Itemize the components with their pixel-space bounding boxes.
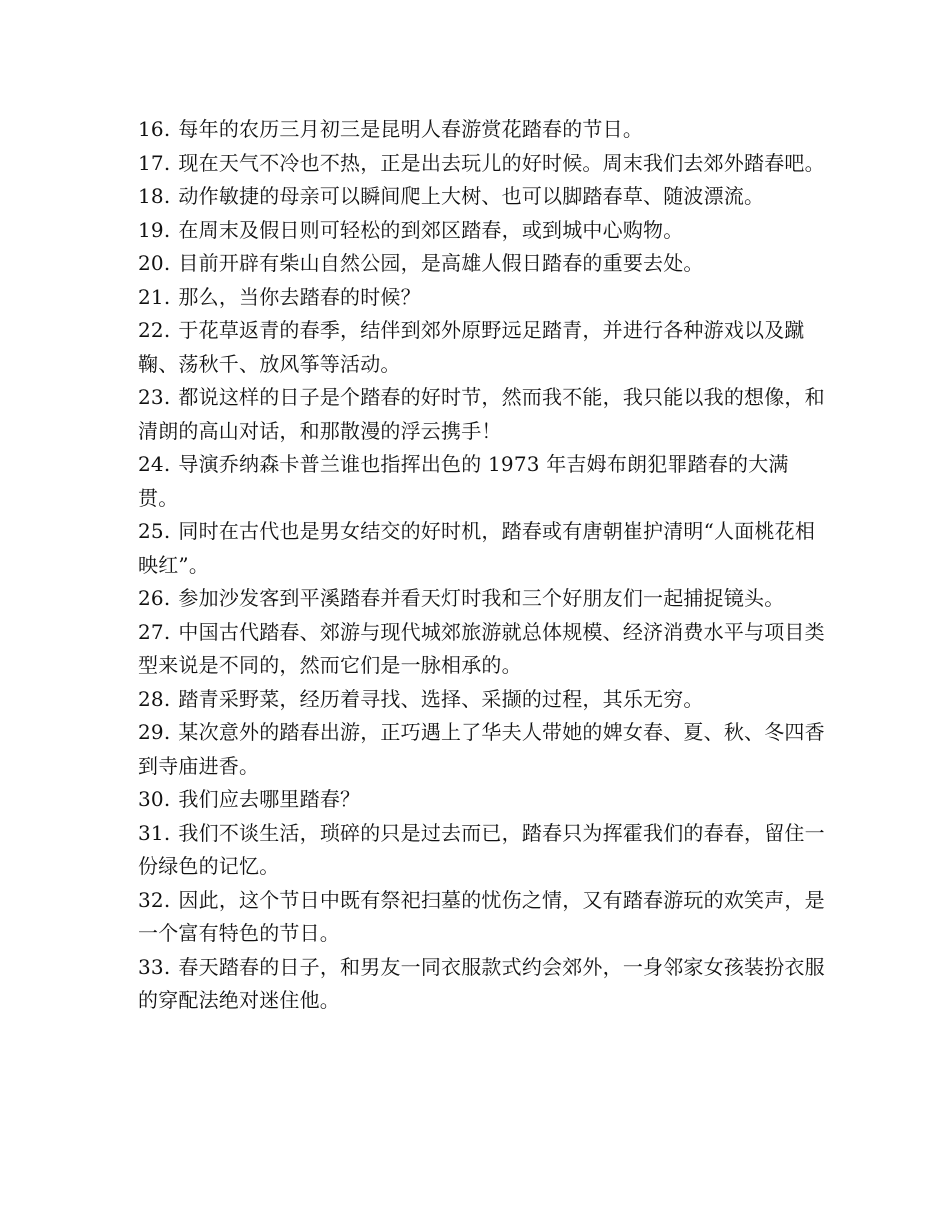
- item-number: 21.: [138, 284, 171, 309]
- item-number: 25.: [138, 519, 171, 543]
- list-item: [138, 951, 828, 1018]
- list-item: [138, 683, 828, 717]
- item-number: 17.: [138, 150, 171, 175]
- item-text: 都说这样的日子是个踏春的好时节，然而我不能，我只能以我的想像，和清朗的高山对话，和那散漫的浮云携手！: [138, 385, 825, 443]
- item-number: 26.: [138, 586, 171, 610]
- item-text: 同时在古代也是男女结交的好时机，踏春或有唐朝崔护清明“人面桃花相映红”。: [138, 519, 816, 577]
- item-text: 每年的农历三月初三是昆明人春游赏花踏春的节日。: [178, 117, 644, 141]
- item-text: 中国古代踏春、郊游与现代城郊旅游就总体规模、经济消费水平与项目类型来说是不同的，然而它们是一脉相承的。: [138, 619, 825, 677]
- item-number: 18.: [138, 184, 171, 208]
- list-item: [138, 783, 828, 817]
- list-item: [138, 515, 828, 582]
- item-text: 在周末及假日则可轻松的到郊区踏春，或到城中心购物。: [178, 217, 684, 242]
- item-text: 于花草返青的春季，结伴到郊外原野远足踏青，并进行各种游戏以及蹴鞠、荡秋千、放风筝等活动。: [138, 318, 805, 376]
- list-item: [138, 381, 828, 448]
- list-item: [138, 113, 828, 147]
- list-item: [138, 180, 828, 214]
- item-number: 33.: [138, 954, 171, 979]
- item-text: 现在天气不冷也不热，正是出去玩儿的好时候。周末我们去郊外踏春吧。: [178, 150, 825, 175]
- list-item: [138, 247, 828, 281]
- item-text: 我们应去哪里踏春？: [178, 787, 361, 811]
- item-number: 28.: [138, 686, 171, 711]
- item-text: 春天踏春的日子，和男友一同衣服款式约会郊外，一身邻家女孩装扮衣服的穿配法绝对迷住他。: [138, 954, 825, 1012]
- item-text: 某次意外的踏春出游，正巧遇上了华夫人带她的婢女春、夏、秋、冬四香到寺庙进香。: [138, 720, 825, 778]
- item-number: 20.: [138, 251, 171, 275]
- list-item: [138, 214, 828, 248]
- item-number: 23.: [138, 385, 171, 409]
- list-item: [138, 314, 828, 381]
- item-number: 24.: [138, 452, 171, 476]
- item-text: 我们不谈生活，琐碎的只是过去而已，踏春只为挥霍我们的春春，留住一份绿色的记忆。: [138, 820, 825, 878]
- item-text: 目前开辟有柴山自然公园，是高雄人假日踏春的重要去处。: [178, 251, 704, 275]
- item-text: 导演乔纳森卡普兰谁也指挥出色的 1973 年吉姆布朗犯罪踏春的大满贯。: [138, 452, 789, 510]
- list-item: [138, 281, 828, 315]
- item-number: 19.: [138, 217, 171, 242]
- item-number: 29.: [138, 720, 171, 744]
- item-number: 27.: [138, 619, 171, 644]
- list-item: [138, 817, 828, 884]
- list-item: [138, 616, 828, 683]
- item-number: 31.: [138, 820, 171, 845]
- list-item: [138, 716, 828, 783]
- item-text: 踏青采野菜，经历着寻找、选择、采撷的过程，其乐无穷。: [178, 686, 704, 711]
- list-item: [138, 147, 828, 181]
- item-number: 32.: [138, 887, 171, 912]
- item-text: 动作敏捷的母亲可以瞬间爬上大树、也可以脚踏春草、随波漂流。: [178, 184, 765, 208]
- item-text: 因此，这个节日中既有祭祀扫墓的忧伤之情，又有踏春游玩的欢笑声，是一个富有特色的节日。: [138, 887, 825, 945]
- document-body: [138, 113, 828, 1018]
- list-item: [138, 582, 828, 616]
- item-text: 参加沙发客到平溪踏春并看天灯时我和三个好朋友们一起捕捉镜头。: [178, 586, 785, 610]
- item-number: 16.: [138, 117, 171, 141]
- item-number: 30.: [138, 787, 171, 811]
- list-item: [138, 448, 828, 515]
- item-number: 22.: [138, 318, 171, 342]
- list-item: [138, 884, 828, 951]
- item-text: 那么，当你去踏春的时候？: [178, 284, 421, 309]
